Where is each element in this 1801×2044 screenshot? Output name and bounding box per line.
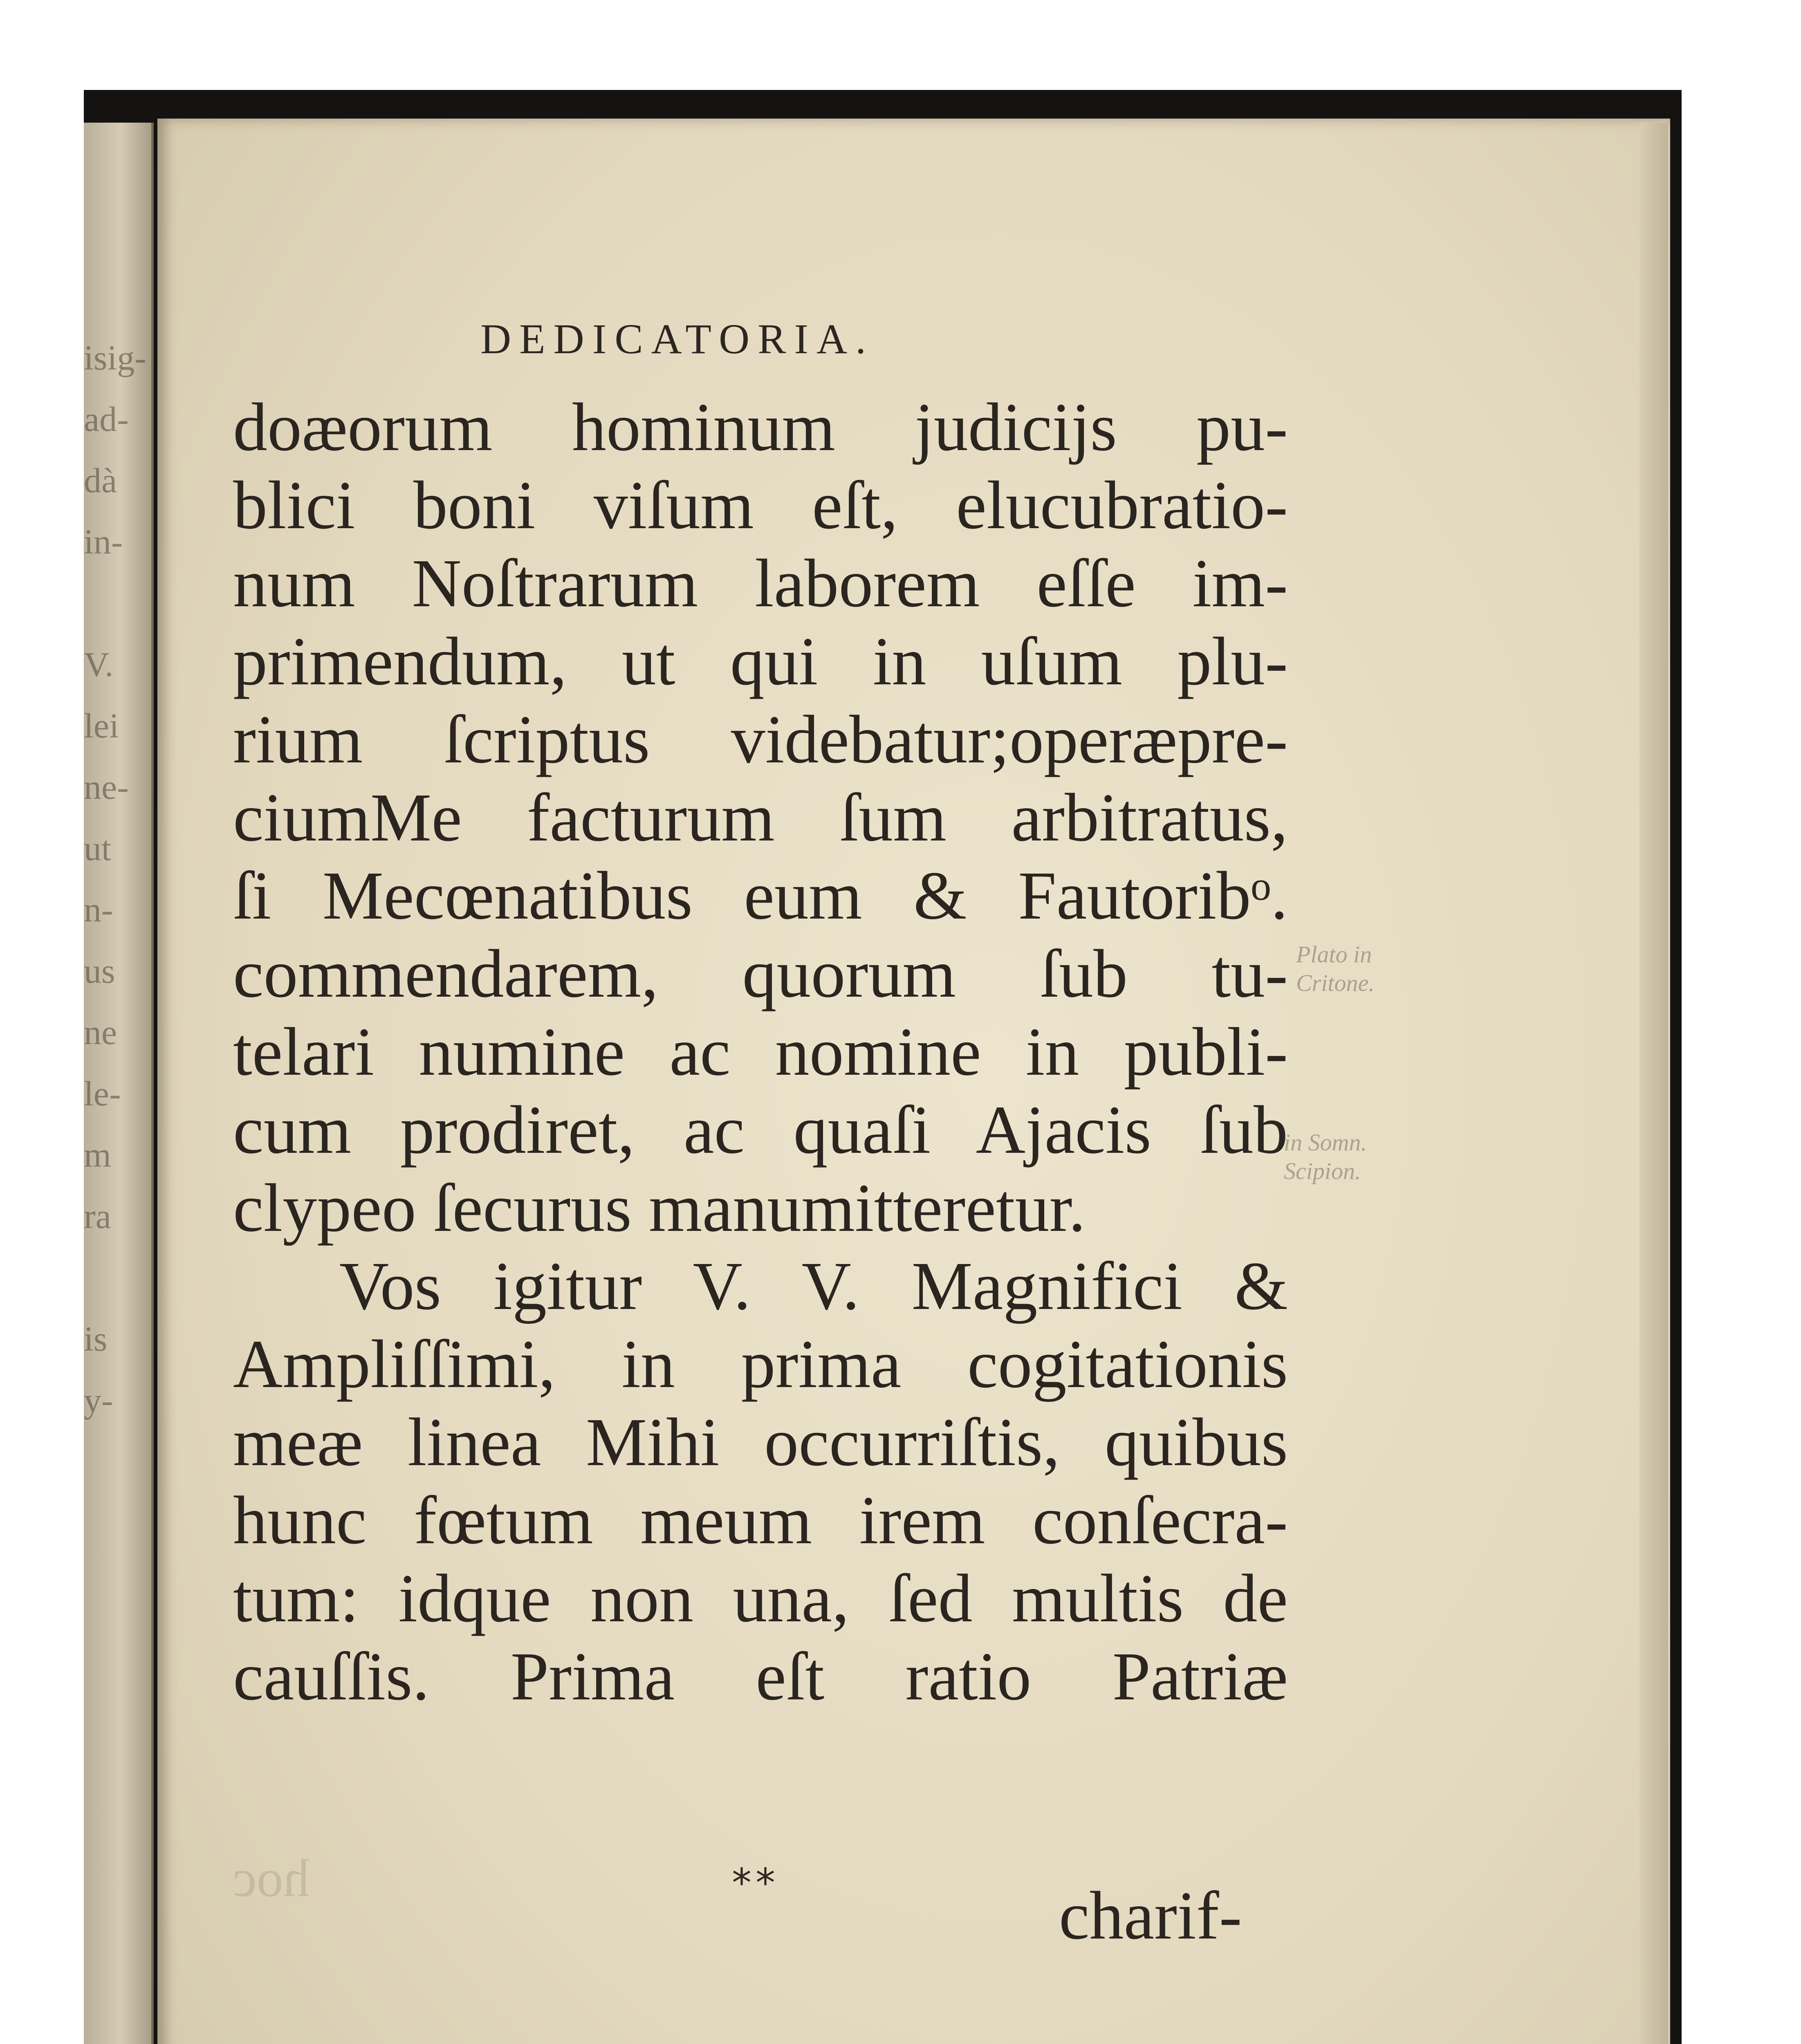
- bleed-line: ra: [84, 1197, 111, 1236]
- bleed-line: ad-: [84, 399, 129, 439]
- body-text-block: [233, 388, 1288, 1716]
- body-line: ſi Mecœnatibus eum & Fautoribᵒ.: [233, 858, 1288, 934]
- body-line: cauſſis. Prima eſt ratio Patriæ: [233, 1638, 1288, 1715]
- marginal-note-somnium: [1284, 1128, 1367, 1186]
- body-line: telari numine ac nomine in publi-: [233, 1014, 1288, 1090]
- marginal-note-line: Scipion.: [1284, 1158, 1361, 1184]
- signature-mark: **: [732, 1860, 779, 1906]
- bleed-line: us: [84, 951, 115, 991]
- body-line: rium ſcriptus videbatur;operæpre-: [233, 702, 1288, 778]
- catchword: charif-: [1059, 1878, 1242, 1954]
- marginal-note-plato: [1296, 940, 1375, 997]
- body-line: blici boni viſum eſt, elucubratio-: [233, 467, 1288, 543]
- bleed-line: lei: [84, 706, 119, 745]
- body-line: clypeo ſecurus manumitteretur.: [233, 1170, 1086, 1246]
- bleed-line: isig-: [84, 338, 146, 377]
- bleed-line: is: [84, 1319, 108, 1358]
- show-through-text: hoc: [233, 1849, 310, 1908]
- marginal-note-line: Plato in: [1296, 941, 1372, 968]
- bleed-line: dà: [84, 461, 117, 500]
- body-line: meæ linea Mihi occurriſtis, quibus: [233, 1404, 1288, 1480]
- body-line: doæorum hominum judicijs pu-: [233, 389, 1288, 465]
- body-line: ciumMe facturum ſum arbitratus,: [233, 780, 1288, 856]
- bleed-line: [84, 572, 149, 634]
- bleed-line: m: [84, 1135, 111, 1174]
- marginal-note-line: Critone.: [1296, 970, 1375, 996]
- body-line: Ampliſſimi, in prima cogitationis: [233, 1326, 1288, 1402]
- running-head: DEDICATORIA.: [480, 316, 875, 363]
- bleed-line: [84, 1247, 149, 1308]
- bleed-line: ut: [84, 829, 111, 868]
- page-fore-edge: [1640, 123, 1668, 2044]
- body-line: cum prodiret, ac quaſi Ajacis ſub: [233, 1092, 1288, 1168]
- bleed-line: ne-: [84, 767, 129, 807]
- bleed-line: le-: [84, 1074, 121, 1113]
- bleed-line: n-: [84, 890, 113, 929]
- body-line: hunc fœtum meum irem conſecra-: [233, 1482, 1288, 1558]
- marginal-note-line: in Somn.: [1284, 1129, 1367, 1156]
- bleed-line: V.: [84, 645, 114, 684]
- body-line: num Noſtrarum laborem eſſe im-: [233, 545, 1288, 621]
- paragraph-start-line: Vos igitur V. V. Magnifici &: [339, 1248, 1288, 1324]
- body-line: primendum, ut qui in uſum plu-: [233, 623, 1288, 699]
- bleed-line: ne: [84, 1013, 117, 1052]
- bleed-line: y-: [84, 1381, 113, 1420]
- bleed-line: in-: [84, 522, 123, 561]
- body-line: tum: idque non una, ſed multis de: [233, 1560, 1288, 1636]
- left-page-bleed-text: [84, 327, 149, 1431]
- body-line: commendarem, quorum ſub tu-: [233, 936, 1288, 1012]
